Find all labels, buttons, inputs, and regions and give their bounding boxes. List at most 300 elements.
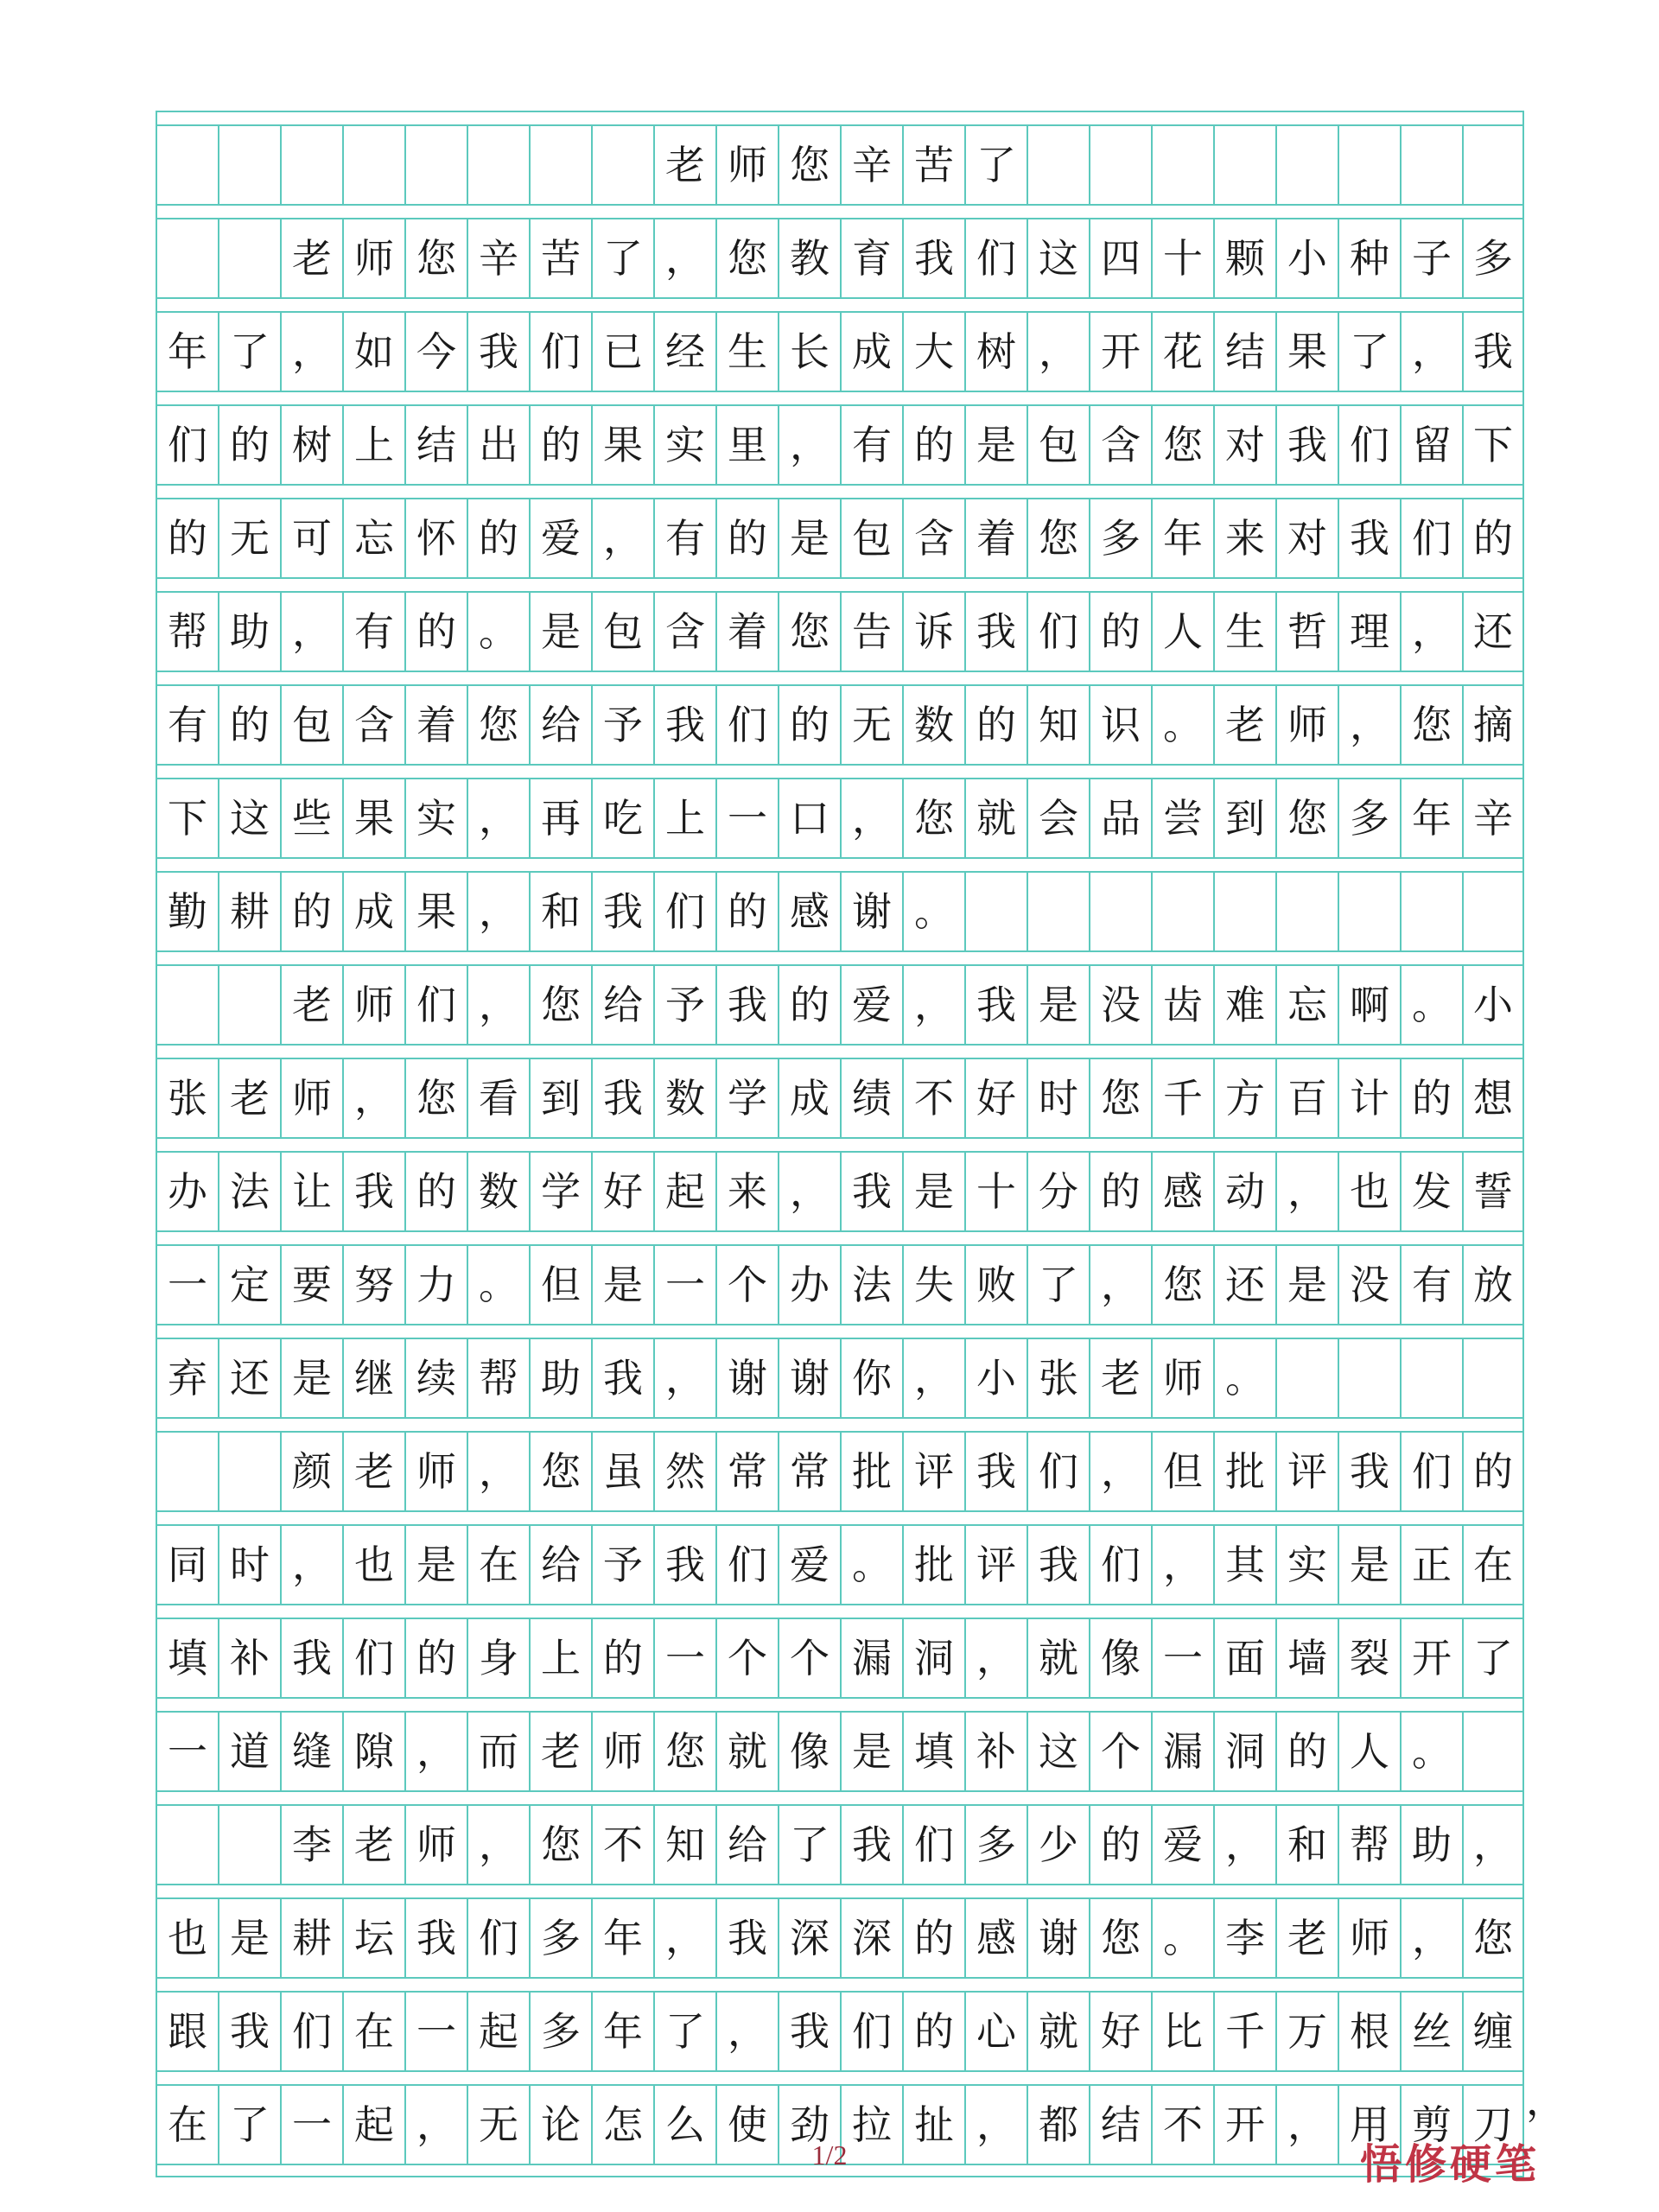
grid-cell: 拉 bbox=[840, 2086, 902, 2164]
grid-cell: 的 bbox=[404, 1153, 467, 1230]
grid-cell: 老 bbox=[280, 966, 342, 1044]
gap-row bbox=[156, 2070, 1524, 2084]
grid-cell: 谢 bbox=[715, 1339, 778, 1417]
grid-cell: 您 bbox=[1462, 1899, 1524, 1977]
grid-cell: ， bbox=[1400, 313, 1462, 391]
grid-cell: 我 bbox=[1275, 406, 1338, 484]
grid-cell: 识 bbox=[1089, 686, 1151, 764]
grid-cell: 一 bbox=[280, 2086, 342, 2164]
grid-cell: 了 bbox=[653, 1993, 715, 2070]
text-row bbox=[156, 684, 1524, 764]
grid-cell: 下 bbox=[156, 779, 218, 857]
grid-cell: 论 bbox=[529, 2086, 591, 2164]
grid-cell: ， bbox=[1089, 1246, 1151, 1324]
grid-cell bbox=[1462, 1339, 1524, 1417]
grid-cell: 然 bbox=[653, 1433, 715, 1510]
grid-cell: 数 bbox=[902, 686, 964, 764]
grid-cell: ， bbox=[280, 313, 342, 391]
grid-cell: 。 bbox=[1400, 966, 1462, 1044]
grid-cell: 我 bbox=[964, 1433, 1027, 1510]
grid-cell: 了 bbox=[218, 313, 280, 391]
grid-cell: 裂 bbox=[1338, 1619, 1400, 1697]
grid-cell: 生 bbox=[1213, 593, 1275, 671]
text-row bbox=[156, 964, 1524, 1044]
grid-cell: 办 bbox=[156, 1153, 218, 1230]
grid-cell: 忘 bbox=[1275, 966, 1338, 1044]
grid-cell: 千 bbox=[1213, 1993, 1275, 2070]
grid-cell: 努 bbox=[342, 1246, 404, 1324]
grid-cell: 年 bbox=[591, 1899, 653, 1977]
grid-cell: 您 bbox=[715, 219, 778, 297]
grid-cell bbox=[1275, 1339, 1338, 1417]
grid-cell: 给 bbox=[715, 1806, 778, 1884]
grid-cell bbox=[1151, 873, 1213, 950]
text-row bbox=[156, 1618, 1524, 1697]
grid-cell: 感 bbox=[778, 873, 840, 950]
grid-cell bbox=[1462, 126, 1524, 204]
gap-row bbox=[156, 577, 1524, 591]
grid-cell: 没 bbox=[1089, 966, 1151, 1044]
grid-cell: 缝 bbox=[280, 1713, 342, 1790]
grid-cell: 种 bbox=[1338, 219, 1400, 297]
grid-cell: 们 bbox=[715, 686, 778, 764]
page-number: 1/2 bbox=[811, 2139, 848, 2171]
grid-cell: 老 bbox=[529, 1713, 591, 1790]
grid-cell: ， bbox=[1275, 2086, 1338, 2164]
grid-cell: 批 bbox=[1213, 1433, 1275, 1510]
text-row bbox=[156, 778, 1524, 857]
grid-cell: 花 bbox=[1151, 313, 1213, 391]
grid-cell: 给 bbox=[529, 686, 591, 764]
grid-cell: 法 bbox=[218, 1153, 280, 1230]
grid-cell: 。 bbox=[840, 1526, 902, 1604]
grid-cell: 不 bbox=[591, 1806, 653, 1884]
grid-cell: 来 bbox=[1213, 499, 1275, 577]
grid-cell: 一 bbox=[156, 1713, 218, 1790]
grid-cell: 道 bbox=[218, 1713, 280, 1790]
grid-cell: 的 bbox=[902, 406, 964, 484]
grid-cell: ， bbox=[591, 499, 653, 577]
grid-cell: 我 bbox=[280, 1619, 342, 1697]
grid-cell: 给 bbox=[529, 1526, 591, 1604]
grid-cell: 颜 bbox=[280, 1433, 342, 1510]
grid-cell: 们 bbox=[1027, 1433, 1089, 1510]
text-row bbox=[156, 218, 1524, 297]
grid-cell: 有 bbox=[653, 499, 715, 577]
grid-cell: 们 bbox=[902, 1806, 964, 1884]
gap-row bbox=[156, 857, 1524, 871]
grid-cell: 扯 bbox=[902, 2086, 964, 2164]
grid-cell: 常 bbox=[778, 1433, 840, 1510]
grid-cell: 千 bbox=[1151, 1059, 1213, 1137]
grid-cell: 多 bbox=[529, 1899, 591, 1977]
grid-cell: 是 bbox=[1027, 966, 1089, 1044]
grid-cell: 果 bbox=[1275, 313, 1338, 391]
grid-cell: ， bbox=[653, 219, 715, 297]
grid-cell: 没 bbox=[1338, 1246, 1400, 1324]
grid-cell: 师 bbox=[1275, 686, 1338, 764]
grid-cell bbox=[1338, 126, 1400, 204]
grid-cell: 怎 bbox=[591, 2086, 653, 2164]
grid-cell: 数 bbox=[653, 1059, 715, 1137]
grid-cell: 些 bbox=[280, 779, 342, 857]
grid-cell: 谢 bbox=[1027, 1899, 1089, 1977]
gap-row bbox=[156, 1044, 1524, 1058]
grid-cell: 是 bbox=[218, 1899, 280, 1977]
grid-cell: 吃 bbox=[591, 779, 653, 857]
grid-cell: 们 bbox=[156, 406, 218, 484]
grid-cell: 多 bbox=[964, 1806, 1027, 1884]
grid-cell: 么 bbox=[653, 2086, 715, 2164]
grid-cell: 剪 bbox=[1400, 2086, 1462, 2164]
grid-cell: 有 bbox=[342, 593, 404, 671]
grid-cell: 包 bbox=[1027, 406, 1089, 484]
text-row bbox=[156, 1151, 1524, 1230]
grid-cell: 勤 bbox=[156, 873, 218, 950]
grid-cell bbox=[964, 873, 1027, 950]
grid-cell: 一 bbox=[404, 1993, 467, 2070]
gap-row bbox=[156, 671, 1524, 684]
grid-cell: 还 bbox=[1462, 593, 1524, 671]
grid-cell: 着 bbox=[715, 593, 778, 671]
grid-cell: 我 bbox=[404, 1899, 467, 1977]
grid-cell: 人 bbox=[1151, 593, 1213, 671]
text-row bbox=[156, 1711, 1524, 1790]
grid-cell: 师 bbox=[342, 219, 404, 297]
grid-cell: 老 bbox=[653, 126, 715, 204]
grid-cell: 力 bbox=[404, 1246, 467, 1324]
grid-cell: 劲 bbox=[778, 2086, 840, 2164]
grid-cell: 啊 bbox=[1338, 966, 1400, 1044]
grid-cell: 着 bbox=[964, 499, 1027, 577]
grid-cell: 哲 bbox=[1275, 593, 1338, 671]
grid-cell: 个 bbox=[715, 1619, 778, 1697]
grid-cell: 您 bbox=[1151, 1246, 1213, 1324]
grid-cell: 面 bbox=[1213, 1619, 1275, 1697]
grid-cell: 含 bbox=[653, 593, 715, 671]
grid-cell: 们 bbox=[653, 873, 715, 950]
grid-cell: 还 bbox=[1213, 1246, 1275, 1324]
grid-cell: 一 bbox=[156, 1246, 218, 1324]
grid-cell: 漏 bbox=[840, 1619, 902, 1697]
grid-cell: 深 bbox=[778, 1899, 840, 1977]
grid-cell: ， bbox=[404, 2086, 467, 2164]
grid-cell: 个 bbox=[715, 1246, 778, 1324]
grid-cell: 里 bbox=[715, 406, 778, 484]
grid-cell: 我 bbox=[591, 873, 653, 950]
grid-cell: 有 bbox=[1400, 1246, 1462, 1324]
text-row bbox=[156, 1897, 1524, 1977]
grid-cell bbox=[1027, 873, 1089, 950]
grid-cell: 和 bbox=[1275, 1806, 1338, 1884]
grid-cell: ， bbox=[342, 1059, 404, 1137]
grid-cell bbox=[218, 1806, 280, 1884]
grid-cell: 的 bbox=[778, 966, 840, 1044]
grid-cell: 我 bbox=[467, 313, 529, 391]
grid-cell: 对 bbox=[1213, 406, 1275, 484]
grid-cell: 予 bbox=[591, 1526, 653, 1604]
grid-cell: 好 bbox=[964, 1059, 1027, 1137]
grid-cell: 身 bbox=[467, 1619, 529, 1697]
grid-cell: 。 bbox=[902, 873, 964, 950]
grid-cell bbox=[1089, 126, 1151, 204]
grid-cell bbox=[1338, 1339, 1400, 1417]
grid-cell: 难 bbox=[1213, 966, 1275, 1044]
grid-cell: 们 bbox=[404, 966, 467, 1044]
grid-cell: 个 bbox=[1089, 1713, 1151, 1790]
gap-row bbox=[156, 1137, 1524, 1151]
grid-cell bbox=[1462, 873, 1524, 950]
grid-cell: 您 bbox=[1151, 406, 1213, 484]
grid-cell: 我 bbox=[778, 1993, 840, 2070]
grid-cell: 爱 bbox=[1151, 1806, 1213, 1884]
grid-cell: 知 bbox=[1027, 686, 1089, 764]
grid-cell: 已 bbox=[591, 313, 653, 391]
grid-cell: 败 bbox=[964, 1246, 1027, 1324]
grid-cell: 让 bbox=[280, 1153, 342, 1230]
gap-row bbox=[156, 1510, 1524, 1524]
grid-cell: 上 bbox=[342, 406, 404, 484]
grid-cell: 我 bbox=[902, 219, 964, 297]
grid-cell: 分 bbox=[1027, 1153, 1089, 1230]
grid-cell: 们 bbox=[342, 1619, 404, 1697]
grid-cell: 批 bbox=[902, 1526, 964, 1604]
gap-row bbox=[156, 1230, 1524, 1244]
grid-cell: 是 bbox=[1338, 1526, 1400, 1604]
grid-cell: 学 bbox=[529, 1153, 591, 1230]
grid-cell: 四 bbox=[1089, 219, 1151, 297]
grid-cell: 的 bbox=[1462, 1433, 1524, 1510]
text-row bbox=[156, 404, 1524, 484]
grid-cell: 苦 bbox=[529, 219, 591, 297]
grid-cell: 的 bbox=[156, 499, 218, 577]
grid-cell: 是 bbox=[778, 499, 840, 577]
grid-cell: 是 bbox=[902, 1153, 964, 1230]
grid-cell: 帮 bbox=[156, 593, 218, 671]
grid-cell: 辛 bbox=[1462, 779, 1524, 857]
grid-cell: 计 bbox=[1338, 1059, 1400, 1137]
grid-cell: 不 bbox=[1151, 2086, 1213, 2164]
gap-row bbox=[156, 1324, 1524, 1338]
grid-cell bbox=[156, 1806, 218, 1884]
grid-cell: 比 bbox=[1151, 1993, 1213, 2070]
grid-cell: 老 bbox=[218, 1059, 280, 1137]
grid-cell: 李 bbox=[1213, 1899, 1275, 1977]
grid-cell bbox=[1400, 126, 1462, 204]
gap-row bbox=[156, 1697, 1524, 1711]
grid-cell: ， bbox=[715, 1993, 778, 2070]
grid-cell: 多 bbox=[1089, 499, 1151, 577]
grid-cell bbox=[1213, 126, 1275, 204]
grid-cell: 您 bbox=[404, 219, 467, 297]
grid-cell: 辛 bbox=[840, 126, 902, 204]
grid-cell: 在 bbox=[1462, 1526, 1524, 1604]
grid-cell: 使 bbox=[715, 2086, 778, 2164]
grid-cell: 是 bbox=[1275, 1246, 1338, 1324]
grid-cell: ， bbox=[280, 1526, 342, 1604]
grid-cell: 起 bbox=[653, 1153, 715, 1230]
grid-cell: 就 bbox=[1027, 1619, 1089, 1697]
grid-cell: ， bbox=[1151, 1526, 1213, 1604]
grid-cell: 口 bbox=[778, 779, 840, 857]
grid-cell: 无 bbox=[218, 499, 280, 577]
grid-cell: 我 bbox=[218, 1993, 280, 2070]
grid-cell: 也 bbox=[156, 1899, 218, 1977]
grid-cell: 的 bbox=[715, 873, 778, 950]
grid-cell bbox=[1275, 126, 1338, 204]
grid-cell: 今 bbox=[404, 313, 467, 391]
grid-cell: 我 bbox=[840, 1153, 902, 1230]
grid-cell: ， bbox=[1462, 1806, 1524, 1884]
grid-cell: 丝 bbox=[1400, 1993, 1462, 2070]
gap-row bbox=[156, 764, 1524, 778]
grid-cell: 长 bbox=[778, 313, 840, 391]
grid-cell: 定 bbox=[218, 1246, 280, 1324]
grid-cell: 我 bbox=[1338, 1433, 1400, 1510]
grid-cell: 实 bbox=[653, 406, 715, 484]
grid-cell: 成 bbox=[342, 873, 404, 950]
grid-cell: 的 bbox=[404, 1619, 467, 1697]
grid-cell: 老 bbox=[342, 1433, 404, 1510]
grid-cell: 们 bbox=[1400, 1433, 1462, 1510]
grid-cell bbox=[467, 126, 529, 204]
grid-cell: 补 bbox=[218, 1619, 280, 1697]
grid-cell: 都 bbox=[1027, 2086, 1089, 2164]
text-row bbox=[156, 1991, 1524, 2070]
grid-cell: 我 bbox=[964, 593, 1027, 671]
grid-cell: 含 bbox=[902, 499, 964, 577]
grid-cell bbox=[280, 126, 342, 204]
grid-cell: 评 bbox=[902, 1433, 964, 1510]
grid-cell: 尝 bbox=[1151, 779, 1213, 857]
grid-cell: 是 bbox=[591, 1246, 653, 1324]
grid-cell: 。 bbox=[1400, 1713, 1462, 1790]
grid-cell bbox=[404, 126, 467, 204]
grid-cell: 您 bbox=[778, 593, 840, 671]
grid-cell: 诉 bbox=[902, 593, 964, 671]
grid-cell: 育 bbox=[840, 219, 902, 297]
grid-cell: 感 bbox=[964, 1899, 1027, 1977]
grid-cell: 老 bbox=[1213, 686, 1275, 764]
grid-cell bbox=[1089, 873, 1151, 950]
grid-cell: 。 bbox=[467, 593, 529, 671]
grid-cell: 了 bbox=[1027, 1246, 1089, 1324]
grid-cell: 常 bbox=[715, 1433, 778, 1510]
grid-cell: 含 bbox=[342, 686, 404, 764]
gap-row bbox=[156, 1884, 1524, 1897]
gap-row bbox=[156, 1417, 1524, 1431]
grid-cell: 年 bbox=[1400, 779, 1462, 857]
grid-cell: 法 bbox=[840, 1246, 902, 1324]
grid-cell: 开 bbox=[1400, 1619, 1462, 1697]
grid-cell: 的 bbox=[1400, 1059, 1462, 1137]
grid-cell: 续 bbox=[404, 1339, 467, 1417]
grid-cell bbox=[218, 966, 280, 1044]
grid-cell: 颗 bbox=[1213, 219, 1275, 297]
grid-cell: 我 bbox=[653, 686, 715, 764]
grid-cell: 留 bbox=[1400, 406, 1462, 484]
grid-cell: 时 bbox=[1027, 1059, 1089, 1137]
grid-cell: 是 bbox=[529, 593, 591, 671]
gap-row bbox=[156, 484, 1524, 498]
title-row bbox=[156, 124, 1524, 204]
grid-cell: ， bbox=[467, 873, 529, 950]
grid-cell bbox=[1400, 1339, 1462, 1417]
grid-cell: 好 bbox=[1089, 1993, 1151, 2070]
grid-cell: 经 bbox=[653, 313, 715, 391]
text-row bbox=[156, 871, 1524, 950]
grid-cell: 办 bbox=[778, 1246, 840, 1324]
grid-cell bbox=[1462, 1713, 1524, 1790]
grid-cell: 们 bbox=[964, 219, 1027, 297]
grid-cell: 包 bbox=[840, 499, 902, 577]
grid-cell: 开 bbox=[1213, 2086, 1275, 2164]
grid-cell: 助 bbox=[1400, 1806, 1462, 1884]
grid-cell bbox=[156, 219, 218, 297]
grid-cell: 摘 bbox=[1462, 686, 1524, 764]
grid-cell: 起 bbox=[342, 2086, 404, 2164]
grid-cell: 的 bbox=[1089, 593, 1151, 671]
grid-cell: 耕 bbox=[280, 1899, 342, 1977]
grid-cell: 师 bbox=[1151, 1339, 1213, 1417]
grid-cell: 。 bbox=[1151, 1899, 1213, 1977]
grid-cell: 隙 bbox=[342, 1713, 404, 1790]
grid-cell: 苦 bbox=[902, 126, 964, 204]
grid-cell: 树 bbox=[964, 313, 1027, 391]
grid-cell: 爱 bbox=[778, 1526, 840, 1604]
grid-cell: 和 bbox=[529, 873, 591, 950]
grid-cell: 齿 bbox=[1151, 966, 1213, 1044]
grid-cell: ， bbox=[902, 1339, 964, 1417]
grid-cell: 个 bbox=[778, 1619, 840, 1697]
grid-cell: 老 bbox=[1275, 1899, 1338, 1977]
grid-cell: ， bbox=[653, 1899, 715, 1977]
grid-cell: ， bbox=[778, 406, 840, 484]
grid-cell: 方 bbox=[1213, 1059, 1275, 1137]
grid-cell: 们 bbox=[529, 313, 591, 391]
grid-cell: 实 bbox=[1275, 1526, 1338, 1604]
grid-cell: ， bbox=[778, 1153, 840, 1230]
grid-cell: 多 bbox=[1338, 779, 1400, 857]
grid-cell: 根 bbox=[1338, 1993, 1400, 2070]
grid-cell: 包 bbox=[280, 686, 342, 764]
grid-cell: 您 bbox=[404, 1059, 467, 1137]
grid-cell: 您 bbox=[529, 966, 591, 1044]
grid-cell: 年 bbox=[591, 1993, 653, 2070]
gap-row bbox=[156, 1604, 1524, 1618]
grid-cell: 的 bbox=[529, 406, 591, 484]
grid-cell: 子 bbox=[1400, 219, 1462, 297]
grid-cell: 失 bbox=[902, 1246, 964, 1324]
grid-cell bbox=[529, 126, 591, 204]
grid-cell: 我 bbox=[653, 1526, 715, 1604]
grid-cell bbox=[1275, 873, 1338, 950]
grid-cell: 发 bbox=[1400, 1153, 1462, 1230]
grid-cell: 同 bbox=[156, 1526, 218, 1604]
grid-cell: 您 bbox=[1089, 1899, 1151, 1977]
grid-cell: 深 bbox=[840, 1899, 902, 1977]
grid-cell: 下 bbox=[1462, 406, 1524, 484]
grid-cell: 了 bbox=[1462, 1619, 1524, 1697]
text-row bbox=[156, 1058, 1524, 1137]
gap-row bbox=[156, 391, 1524, 404]
grid-cell: 了 bbox=[1338, 313, 1400, 391]
grid-cell: 您 bbox=[902, 779, 964, 857]
grid-cell: 年 bbox=[156, 313, 218, 391]
grid-cell: 了 bbox=[218, 2086, 280, 2164]
writing-grid-sheet bbox=[156, 111, 1524, 2177]
grid-cell: 要 bbox=[280, 1246, 342, 1324]
